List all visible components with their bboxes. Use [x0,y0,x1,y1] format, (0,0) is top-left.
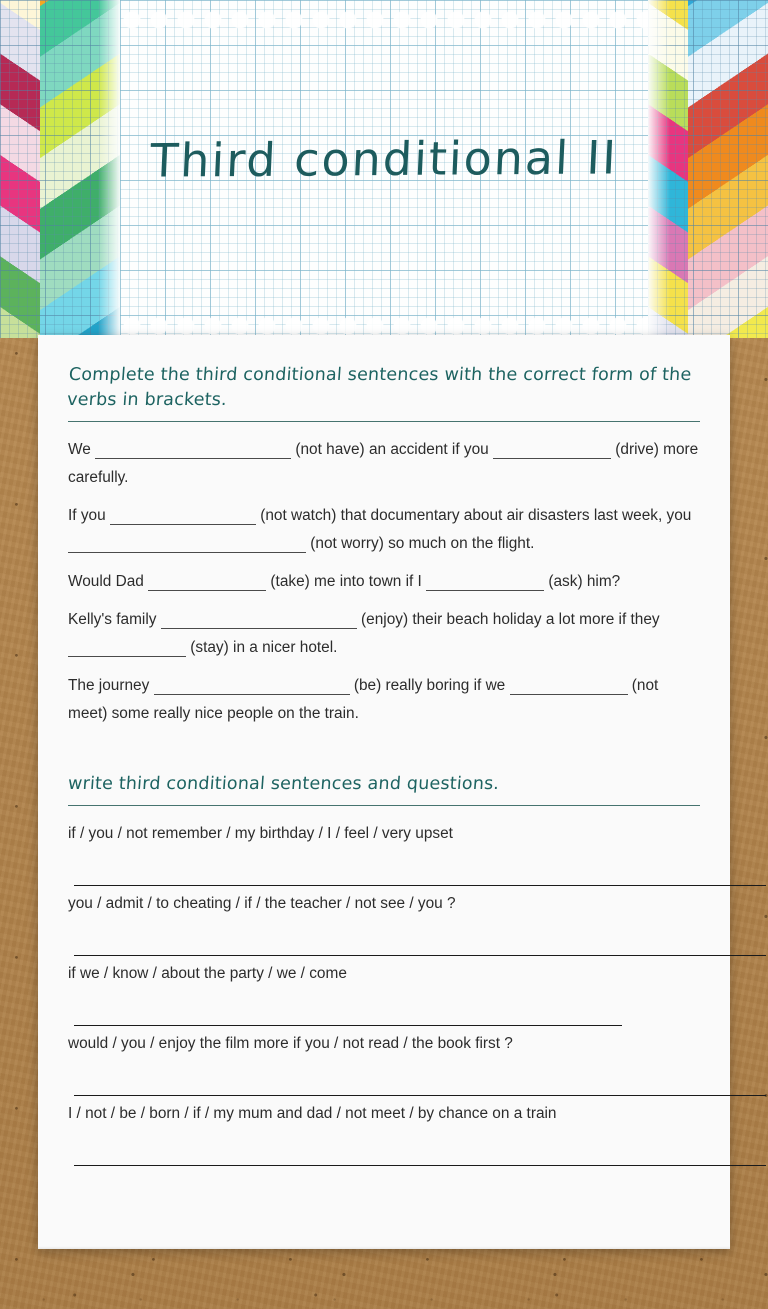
answer-line[interactable] [74,1025,622,1026]
question-text: (not watch) that documentary about air disasters last week, you [255,507,692,524]
question-text: We [68,441,96,458]
write-item [68,890,700,960]
answer-blank[interactable] [510,675,628,695]
worksheet-card [38,335,730,1249]
answer-blank[interactable] [426,571,544,591]
question-text: (not worry) so much on the flight. [306,535,535,552]
gap-fill-question [68,672,700,728]
section-gap-fill-divider [68,421,700,422]
question-text: Would Dad [68,573,149,590]
write-item [68,960,700,1030]
question-text: (take) me into town if I [266,573,427,590]
write-item-prompt: would / you / enjoy the film more if you / not read / the book first ? [68,1035,513,1052]
write-item-list [68,820,700,1170]
answer-blank[interactable] [154,675,350,695]
gap-fill-question [68,502,700,558]
gap-fill-question [68,568,700,596]
answer-blank[interactable] [110,505,256,525]
question-text: (be) really boring if we [349,677,510,694]
question-text: The journey [68,677,154,694]
write-item [68,1100,700,1170]
answer-line[interactable] [74,1095,766,1096]
question-text: (stay) in a nicer hotel. [186,639,338,656]
right-chevron-half-outer [708,0,768,338]
write-item [68,820,700,890]
question-text: (not meet) some really nice people on the train. [68,677,659,722]
card-bottom-edge [38,1246,730,1249]
write-item-prompt: if we / know / about the party / we / come [68,965,347,982]
answer-blank[interactable] [493,439,611,459]
section-write-divider [68,805,700,806]
section-write-heading: write third conditional sentences and questions. [67,774,500,794]
write-item [68,1030,700,1100]
left-chevron-half-inner [60,0,120,338]
section-gap-fill [68,363,700,728]
write-item-prompt: you / admit / to cheating / if / the teacher / not see / you ? [68,895,456,912]
answer-line[interactable] [74,1165,766,1166]
answer-blank[interactable] [148,571,266,591]
question-text: (not have) an accident if you [291,441,493,458]
question-text: (enjoy) their beach holiday a lot more if they [356,611,660,628]
question-text: (drive) more carefully. [68,441,699,486]
answer-blank[interactable] [68,533,306,553]
left-chevron-decoration [0,0,120,338]
right-chevron-decoration [648,0,768,338]
answer-blank[interactable] [68,637,186,657]
write-item-prompt: if / you / not remember / my birthday / I / feel / very upset [68,825,453,842]
section-gap-fill-heading: Complete the third conditional sentences with the correct form of the verbs in brackets. [66,365,693,410]
worksheet-title: Third conditional II [149,130,619,188]
section-write-sentences [68,772,700,1170]
gap-fill-question [68,436,700,492]
answer-line[interactable] [74,885,766,886]
answer-line[interactable] [74,955,766,956]
left-chevron-stripes-b [40,0,120,338]
question-text: If you [68,507,110,524]
question-text: (ask) him? [544,573,621,590]
worksheet-content [68,363,700,1170]
gap-fill-question-list [68,436,700,728]
right-chevron-stripes-b [688,0,768,338]
question-text: Kelly's family [68,611,161,628]
gap-fill-question [68,606,700,662]
answer-blank[interactable] [95,439,291,459]
write-item-prompt: I / not / be / born / if / my mum and dad / not meet / by chance on a train [68,1105,557,1122]
answer-blank[interactable] [161,609,357,629]
worksheet-header-banner [0,0,768,338]
